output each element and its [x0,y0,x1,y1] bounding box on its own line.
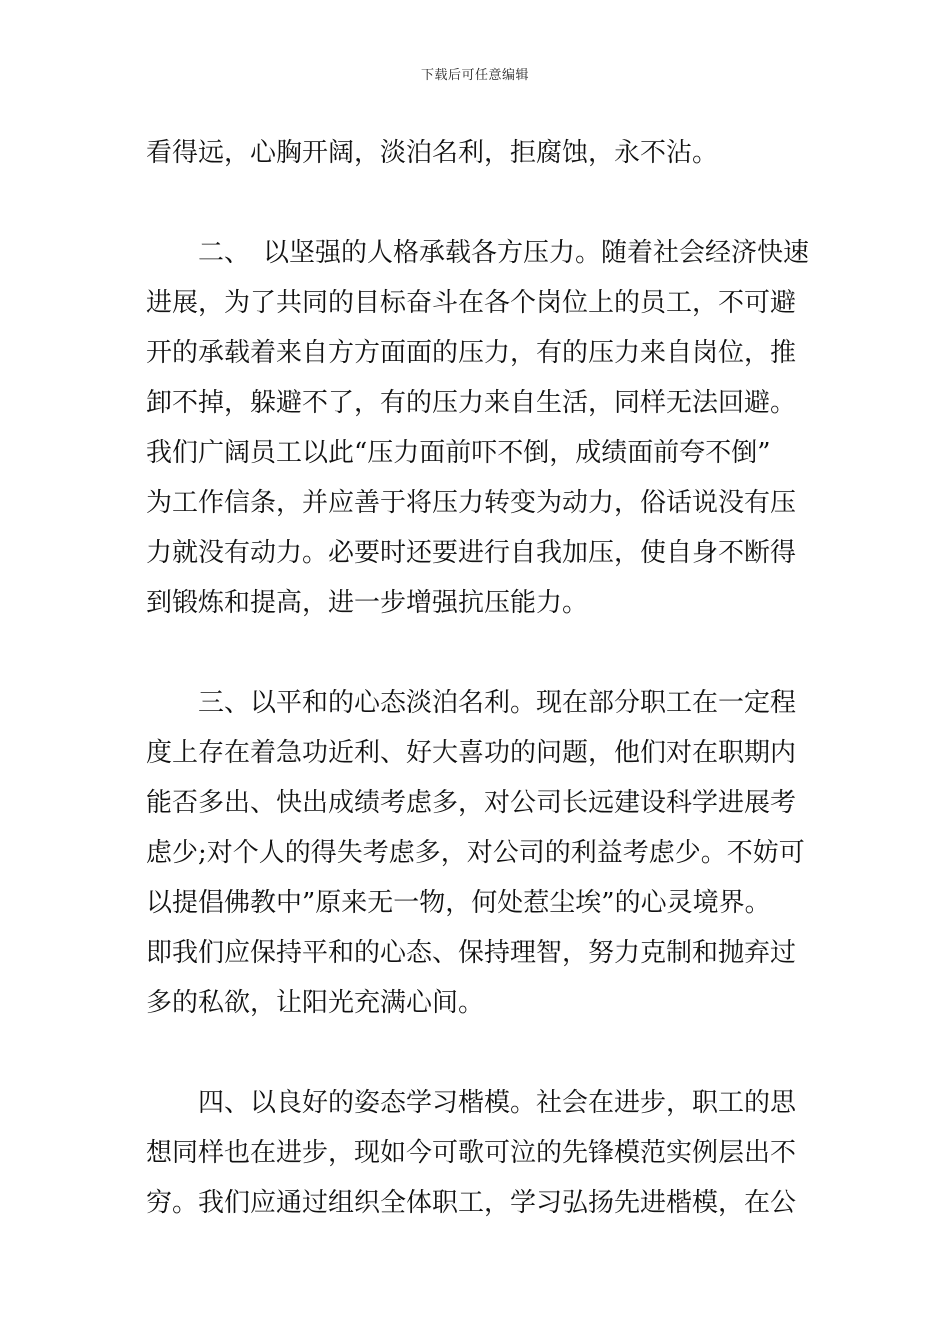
text-line: 看得远，心胸开阔，淡泊名利，拒腐蚀，永不沾。 [146,138,719,168]
text-line: 四、以良好的姿态学习楷模。社会在进步，职工的思 [146,1088,797,1118]
text-line: 度上存在着急功近利、好大喜功的问题，他们对在职期内 [146,738,797,768]
paragraph-3 [146,678,806,1028]
text-line: 二、 以坚强的人格承载各方压力。随着社会经济快速 [146,238,810,268]
text-line: 想同样也在进步，现如今可歌可泣的先锋模范实例层出不 [146,1138,797,1168]
text-line: 能否多出、快出成绩考虑多，对公司长远建设科学进展考 [146,788,797,818]
text-line: 到锻炼和提高，进一步增强抗压能力。 [146,588,589,618]
text-line: 为工作信条，并应善于将压力转变为动力，俗话说没有压 [146,488,797,518]
text-line: 虑少;对个人的得失考虑多，对公司的利益考虑少。不妨可 [146,838,805,868]
text-line: 即我们应保持平和的心态、保持理智，努力克制和抛弃过 [146,938,797,968]
text-line: 开的承载着来自方方面面的压力，有的压力来自岗位，推 [146,338,797,368]
text-line: 进展，为了共同的目标奋斗在各个岗位上的员工，不可避 [146,288,797,318]
text-line: 以提倡佛教中”原来无一物，何处惹尘埃”的心灵境界。 [146,888,771,918]
text-line: 我们广阔员工以此“压力面前吓不倒，成绩面前夸不倒” [146,438,771,468]
document-body [146,128,810,1228]
page-header: 下载后可任意编辑 [420,68,529,83]
text-line: 力就没有动力。必要时还要进行自我加压，使自身不断得 [146,538,797,568]
text-line: 三、以平和的心态淡泊名利。现在部分职工在一定程 [146,688,797,718]
text-line: 穷。我们应通过组织全体职工，学习弘扬先进楷模，在公 [146,1188,797,1218]
paragraph-1 [146,128,806,178]
paragraph-2 [146,228,810,628]
text-line: 多的私欲，让阳光充满心间。 [146,988,485,1018]
text-line: 卸不掉，躲避不了，有的压力来自生活，同样无法回避。 [146,388,797,418]
paragraph-4 [146,1078,806,1228]
